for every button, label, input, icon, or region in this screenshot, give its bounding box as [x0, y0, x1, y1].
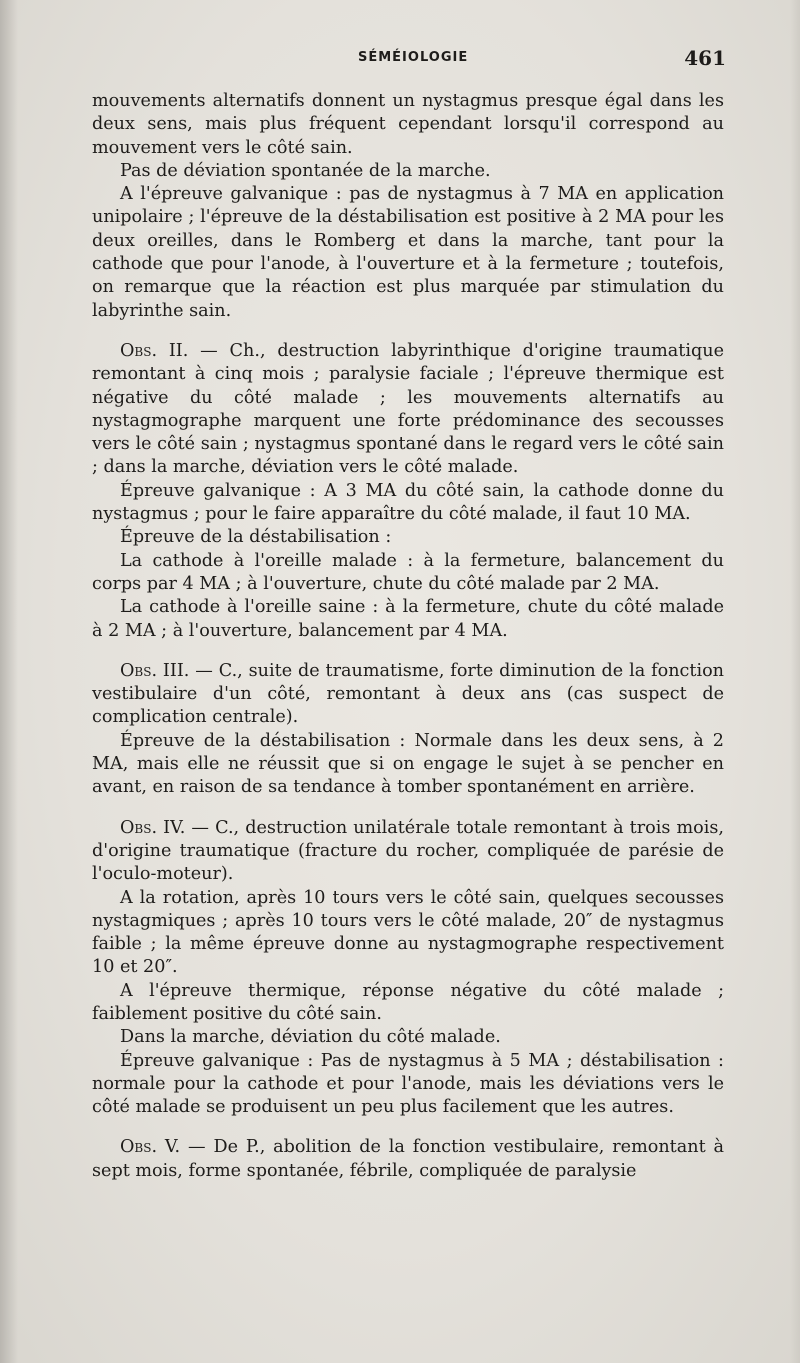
observation-label: Obs. IV. — [120, 817, 186, 838]
page-header — [90, 46, 726, 70]
observation-heading-paragraph: Obs. II. — Ch., destruction labyrinthique d'origine traumatique remontant à cinq mois ; paralysie faciale ; l'épreuve thermique est négative du côté malade ; les mouvements alternatifs au nystagmographe marquent une forte prédominance des secousses vers le côté sain ; nystagmus spontané dans le regard vers le côté sain ; dans la marche, déviation vers le côté malade. — [92, 340, 725, 478]
page-edge-shadow-right — [790, 0, 800, 1363]
page-body — [92, 90, 724, 1183]
paragraph: Épreuve de la déstabilisation : Normale dans les deux sens, à 2 MA, mais elle ne réussit que si on engage le sujet à se pencher en avant, en raison de sa tendance à tomber spontanément en arrière. — [92, 730, 724, 798]
page-number: 461 — [684, 46, 726, 70]
paragraph: A la rotation, après 10 tours vers le côté sain, quelques secousses nystagmiques ; après 10 tours vers le côté malade, 20″ de nystagmus faible ; la même épreuve donne au nystagmographe respectivement 10 et 20″. — [92, 887, 724, 978]
paragraph: La cathode à l'oreille saine : à la fermeture, chute du côté malade à 2 MA ; à l'ouverture, balancement par 4 MA. — [92, 597, 724, 641]
observation-heading-paragraph: Obs. IV. — C., destruction unilatérale totale remontant à trois mois, d'origine traumatique (fracture du rocher, compliquée de parésie de l'oculo-moteur). — [92, 817, 724, 885]
observation-label: Obs. V. — [120, 1137, 181, 1158]
observation-heading-paragraph: Obs. III. — C., suite de traumatisme, forte diminution de la fonction vestibulaire d'un côté, remontant à deux ans (cas suspect de complication centrale). — [92, 660, 725, 728]
observation-label: Obs. II. — [120, 340, 189, 361]
paragraph: A l'épreuve thermique, réponse négative du côté malade ; faiblement positive du côté sain. — [92, 980, 724, 1024]
paragraph: mouvements alternatifs donnent un nystagmus presque égal dans les deux sens, mais plus fréquent cependant lorsqu'il correspond au mouvement vers le côté sain. — [92, 91, 724, 158]
page-edge-shadow-left — [0, 0, 18, 1363]
observation-heading-paragraph: Obs. V. — De P., abolition de la fonction vestibulaire, remontant à sept mois, forme spontanée, fébrile, compliquée de paralysie — [92, 1137, 725, 1181]
running-head: SÉMÉIOLOGIE — [358, 50, 469, 65]
paragraph: Pas de déviation spontanée de la marche. — [120, 160, 491, 181]
paragraph: Dans la marche, déviation du côté malade. — [120, 1027, 501, 1048]
paragraph: La cathode à l'oreille malade : à la fermeture, balancement du corps par 4 MA ; à l'ouverture, chute du côté malade par 2 MA. — [92, 550, 724, 594]
paragraph: Épreuve de la déstabilisation : — [120, 527, 392, 548]
paragraph: Épreuve galvanique : A 3 MA du côté sain, la cathode donne du nystagmus ; pour le faire apparaître du côté malade, il faut 10 MA. — [92, 480, 724, 525]
paragraph: Épreuve galvanique : Pas de nystagmus à 5 MA ; déstabilisation : normale pour la cathode et pour l'anode, mais les déviations vers le côté malade se produisent un peu plus facilement que les autres. — [92, 1050, 724, 1118]
observation-label: Obs. III. — [120, 660, 190, 681]
paragraph: A l'épreuve galvanique : pas de nystagmus à 7 MA en application unipolaire ; l'épreuve de la déstabilisation est positive à 2 MA pour les deux oreilles, dans le Romberg et dans la marche, tant pour la cathode que pour l'anode, à l'ouverture et à la fermeture ; toutefois, on remarque que la réaction est plus marquée par stimulation du labyrinthe sain. — [92, 184, 724, 321]
